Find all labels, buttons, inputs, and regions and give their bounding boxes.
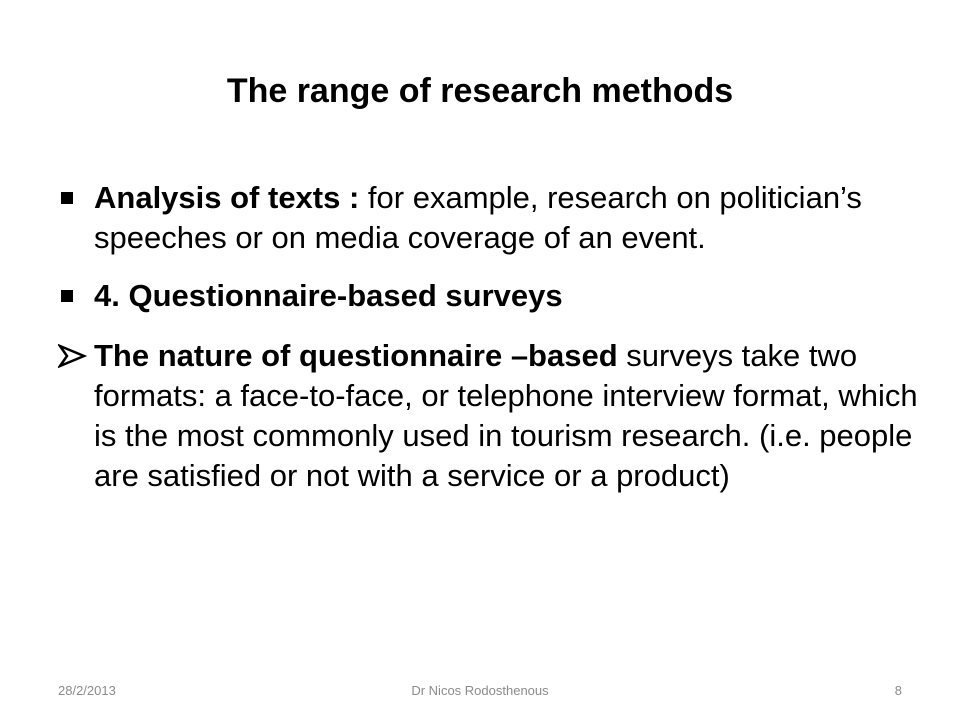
bullet-list (58, 178, 918, 514)
footer-author: Dr Nicos Rodosthenous (411, 683, 549, 698)
footer-date: 28/2/2013 (58, 683, 116, 698)
square-bullet-icon (58, 178, 88, 218)
bullet-text: for example, research on politician’s speeches or on media coverage of an event. (94, 180, 862, 255)
bullet-heading: 4. Questionnaire-based surveys (94, 278, 563, 313)
bullet-heading: The nature of questionnaire –based (94, 338, 618, 373)
slide-title: The range of research methods (226, 72, 734, 110)
bullet-item-nature-of-surveys (58, 336, 918, 496)
bullet-heading: Analysis of texts : (94, 180, 360, 215)
bullet-item-analysis-of-texts (58, 178, 918, 258)
arrow-bullet-icon (58, 336, 88, 376)
bullet-item-questionnaire-surveys (58, 276, 918, 316)
slide-number: 8 (894, 683, 902, 698)
bullet-text: surveys take two formats: a face-to-face, or telephone interview format, which is the most commonly used in tourism research. (i.e. people are satisfied or not with a service or a product) (94, 338, 918, 493)
square-bullet-icon (58, 276, 88, 316)
